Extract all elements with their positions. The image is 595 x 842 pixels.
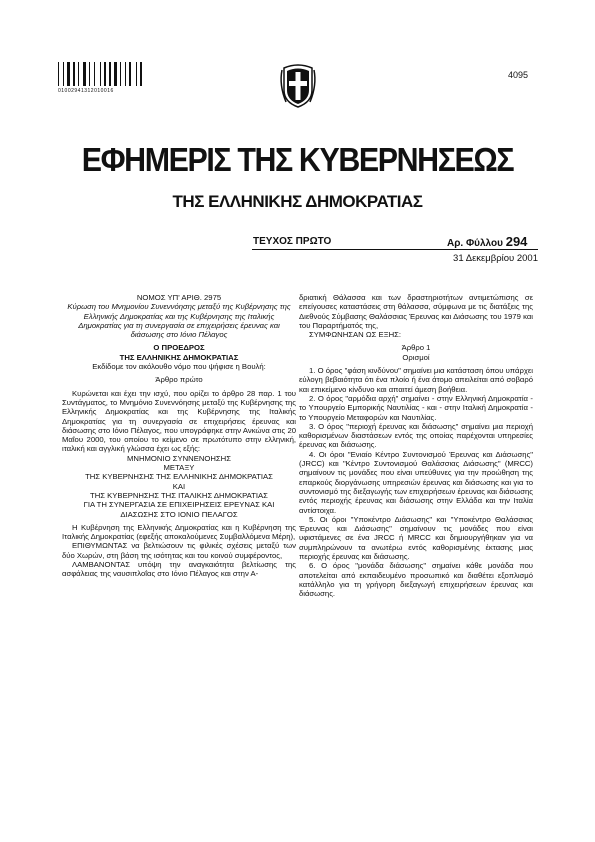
- barcode-bar: [58, 62, 59, 86]
- paragraph: Η Κυβέρνηση της Ελληνικής Δημοκρατίας και η Κυβέρνηση της Ιταλικής Δημοκρατίας (εφεξής αποκαλούμενες Συμβαλλόμενα Μέρη),: [62, 522, 296, 542]
- barcode-bar: [80, 62, 82, 86]
- barcode-bar: [102, 62, 103, 86]
- definition: 6. Ο όρος "μονάδα διάσωσης" σημαίνει κάθε μονάδα που αποτελείται από εκπαιδευμένο προσωπικό και διαθέτει εξοπλισμό κατάλληλο για τη γρήγορη διεξαγωγή επιχειρήσεων έρευνας και διάσωσης.: [299, 561, 533, 599]
- barcode-bar: [104, 62, 106, 86]
- memo-heading: ΤΗΣ ΚΥΒΕΡΝΗΣΗΣ ΤΗΣ ΙΤΑΛΙΚΗΣ ΔΗΜΟΚΡΑΤΙΑΣ: [90, 490, 268, 500]
- definition: 4. Οι όροι "Ενιαίο Κέντρο Συντονισμού Έρευνας και Διάσωσης" (JRCC) και "Κέντρο Συντονισμού Θαλάσσιας Διάσωσης" (MRCC) σημαίνουν τις μονάδες που είναι υπεύθυνες για την προώθηση της επαρκούς διοργάνωσης υπηρεσιών έρευνας και διάσωσης και για το συντονισμό της διεξαγωγής των επιχειρήσεων έρευνας και διάσωσης εντός περιοχής έρευνας και διάσωσης στην Ελλάδα και την Ιταλία αντίστοιχα.: [299, 449, 534, 515]
- barcode-bar: [132, 62, 135, 86]
- sheet-label: Αρ. Φύλλου: [447, 238, 503, 249]
- barcode-bar: [100, 62, 101, 86]
- barcode-bar: [107, 62, 108, 86]
- sheet-number: [447, 234, 527, 249]
- barcode-bar: [127, 62, 128, 86]
- definition: 2. Ο όρος "αρμόδια αρχή" σημαίνει - στην Ελληνική Δημοκρατία - το Υπουργείο Εμπορικής Ναυτιλίας - και - στην Ιταλική Δημοκρατία - το Υπουργείο Μεταφορών και Ναυτιλίας.: [299, 393, 533, 422]
- barcode-bar: [143, 62, 144, 86]
- issue-date: 31 Δεκεμβρίου 2001: [453, 253, 538, 264]
- barcode-bar: [71, 62, 72, 86]
- page-number: 4095: [508, 70, 529, 80]
- barcode-bar: [65, 62, 66, 86]
- barcode-bar: [67, 62, 70, 86]
- barcode-bar: [125, 62, 126, 86]
- law-number: ΝΟΜΟΣ ΥΠ' ΑΡΙΘ. 2975: [136, 293, 222, 302]
- agreed-heading: ΣΥΜΦΩΝΗΣΑΝ ΩΣ ΕΞΗΣ:: [309, 330, 402, 340]
- definition: 3. Ο όρος "περιοχή έρευνας και διάσωσης" σημαίνει μια περιοχή καθορισμένων διαστάσεων εντός της οποίας παρέχονται υπηρεσίες έρευνας και διάσωσης.: [299, 421, 533, 450]
- barcode-bar: [73, 62, 75, 86]
- barcode-number: 01002941312010016: [58, 88, 114, 94]
- memo-heading: ΜΕΤΑΞΥ: [163, 463, 195, 473]
- memo-heading: ΜΝΗΜΟΝΙΟ ΣΥΝΝΕΝΟΗΣΗΣ: [127, 453, 231, 463]
- article-1-heading: Άρθρο 1: [401, 343, 431, 353]
- definition: 1. Ο όρος "φάση κινδύνου" σημαίνει μια κατάσταση όπου υπάρχει εύλογη βεβαιότητα ότι ένα πλοίο ή ένα άτομο απειλείται από σοβαρό και επικείμενο κίνδυνο και απαιτεί άμεση βοήθεια.: [299, 366, 533, 394]
- greek-coat-of-arms-icon: [278, 60, 318, 110]
- paragraph: Κυρώνεται και έχει την ισχύ, που ορίζει το άρθρο 28 παρ. 1 του Συντάγματος, το Μνημόνιο Συνεννόησης μεταξύ της Κυβέρνησης της Ελληνικής Δημοκρατίας και της Κυβέρνησης της Ιταλικής Δημοκρατίας για τη συνεργασία σε επιχειρήσεις έρευνας και διάσωσης στο Ιόνιο Πέλαγος, που υπογράφηκε στην Ανκώνα στις 20 Μαΐου 2000, του οποίου το κείμενο σε πρωτότυπο στην ελληνική, ιταλική και αγγλική γλώσσα έχει ως εξής:: [62, 388, 296, 454]
- barcode: [58, 62, 150, 86]
- paragraph: ΕΠΙΘΥΜΩΝΤΑΣ να βελτιώσουν τις φιλικές σχέσεις μεταξύ των δύο Χωρών, στη βάση της ισότητας και του κοινού συμφέροντος,: [62, 541, 296, 560]
- barcode-bar: [63, 62, 64, 86]
- paragraph: δριατική Θάλασσα και των δραστηριοτήτων αντιμετώπισης σε επείγουσες καταστάσεις στη θάλασσα, σύμφωνα με τις διατάξεις της Διεθνούς Σύμβασης Θαλάσσιας Έρευνας και Διάσωσης του 1979 και του Παραρτήματός της,: [299, 293, 533, 330]
- barcode-bar: [136, 62, 137, 86]
- gazette-subtitle: ΤΗΣ ΕΛΛΗΝΙΚΗΣ ΔΗΜΟΚΡΑΤΙΑΣ: [172, 192, 423, 211]
- barcode-bar: [122, 62, 124, 86]
- memo-heading: ΚΑΙ: [172, 481, 186, 491]
- right-column: [299, 293, 533, 599]
- memo-heading: ΓΙΑ ΤΗ ΣΥΝΕΡΓΑΣΙΑ ΣΕ ΕΠΙΧΕΙΡΗΣΕΙΣ ΕΡΕΥΝΑΣ ΚΑΙ: [83, 500, 275, 510]
- president-heading-2: ΤΗΣ ΕΛΛΗΝΙΚΗΣ ΔΗΜΟΚΡΑΤΙΑΣ: [119, 352, 239, 362]
- gazette-title: ΕΦΗΜΕΡΙΣ ΤΗΣ ΚΥΒΕΡΝΗΣΕΩΣ: [81, 141, 514, 178]
- definition: 5. Οι όροι "Υποκέντρο Διάσωσης" και "Υποκέντρο Θαλάσσιας Έρευνας και Διάσωσης" σημαίνουν τις μονάδες που είναι υφιστάμενες σε ένα JRCC ή MRCC και δημιουργήθηκαν για να συμπληρώνουν τα ανωτέρω εντός καθορισμένης έκτασης μιας περιοχής έρευνας και διάσωσης.: [299, 514, 533, 562]
- barcode-bar: [114, 62, 117, 86]
- sheet-value: 294: [505, 234, 528, 249]
- law-title: Κύρωση του Μνημονίου Συνεννόησης μεταξύ της Κυβέρνησης της Ελληνικής Δημοκρατίας και της Κυβέρνησης της Ιταλικής Δημοκρατίας για τη συνεργασία σε επιχειρήσεις έρευνας και διάσωσης στο Ιόνιο Πέλαγος: [67, 302, 291, 340]
- barcode-bar: [91, 62, 93, 86]
- definitions-heading: Ορισμοί: [402, 352, 430, 362]
- barcode-bar: [112, 62, 113, 86]
- barcode-bar: [78, 62, 79, 86]
- barcode-bar: [140, 62, 142, 86]
- memo-heading: ΤΗΣ ΚΥΒΕΡΝΗΣΗΣ ΤΗΣ ΕΛΛΗΝΙΚΗΣ ΔΗΜΟΚΡΑΤΙΑΣ: [85, 472, 273, 482]
- barcode-bar: [129, 62, 131, 86]
- barcode-bar: [60, 62, 62, 86]
- barcode-bar: [138, 62, 139, 86]
- barcode-bar: [83, 62, 86, 86]
- left-column: [62, 293, 296, 579]
- barcode-bar: [76, 62, 77, 86]
- memo-heading: ΔΙΑΣΩΣΗΣ ΣΤΟ ΙΟΝΙΟ ΠΕΛΑΓΟΣ: [120, 509, 238, 519]
- paragraph: ΛΑΜΒΑΝΟΝΤΑΣ υπόψη την αναγκαιότητα βελτίωσης της ασφάλειας της ναυσιπλοΐας στο Ιόνιο Πέλαγος και στην Α-: [62, 560, 296, 579]
- issue-line: Εκδίδομε τον ακόλουθο νόμο που ψήφισε η Βουλή:: [92, 362, 266, 372]
- barcode-bar: [109, 62, 111, 86]
- barcode-bar: [89, 62, 90, 86]
- header-rule: [252, 249, 538, 250]
- president-heading: Ο ΠΡΟΕΔΡΟΣ: [153, 343, 205, 353]
- barcode-bar: [96, 62, 99, 86]
- barcode-bar: [120, 62, 121, 86]
- article-first: Άρθρο πρώτο: [155, 375, 203, 385]
- barcode-bar: [118, 62, 119, 86]
- barcode-bar: [94, 62, 95, 86]
- barcode-bar: [87, 62, 88, 86]
- issue-volume: ΤΕΥΧΟΣ ΠΡΩΤΟ: [253, 236, 332, 247]
